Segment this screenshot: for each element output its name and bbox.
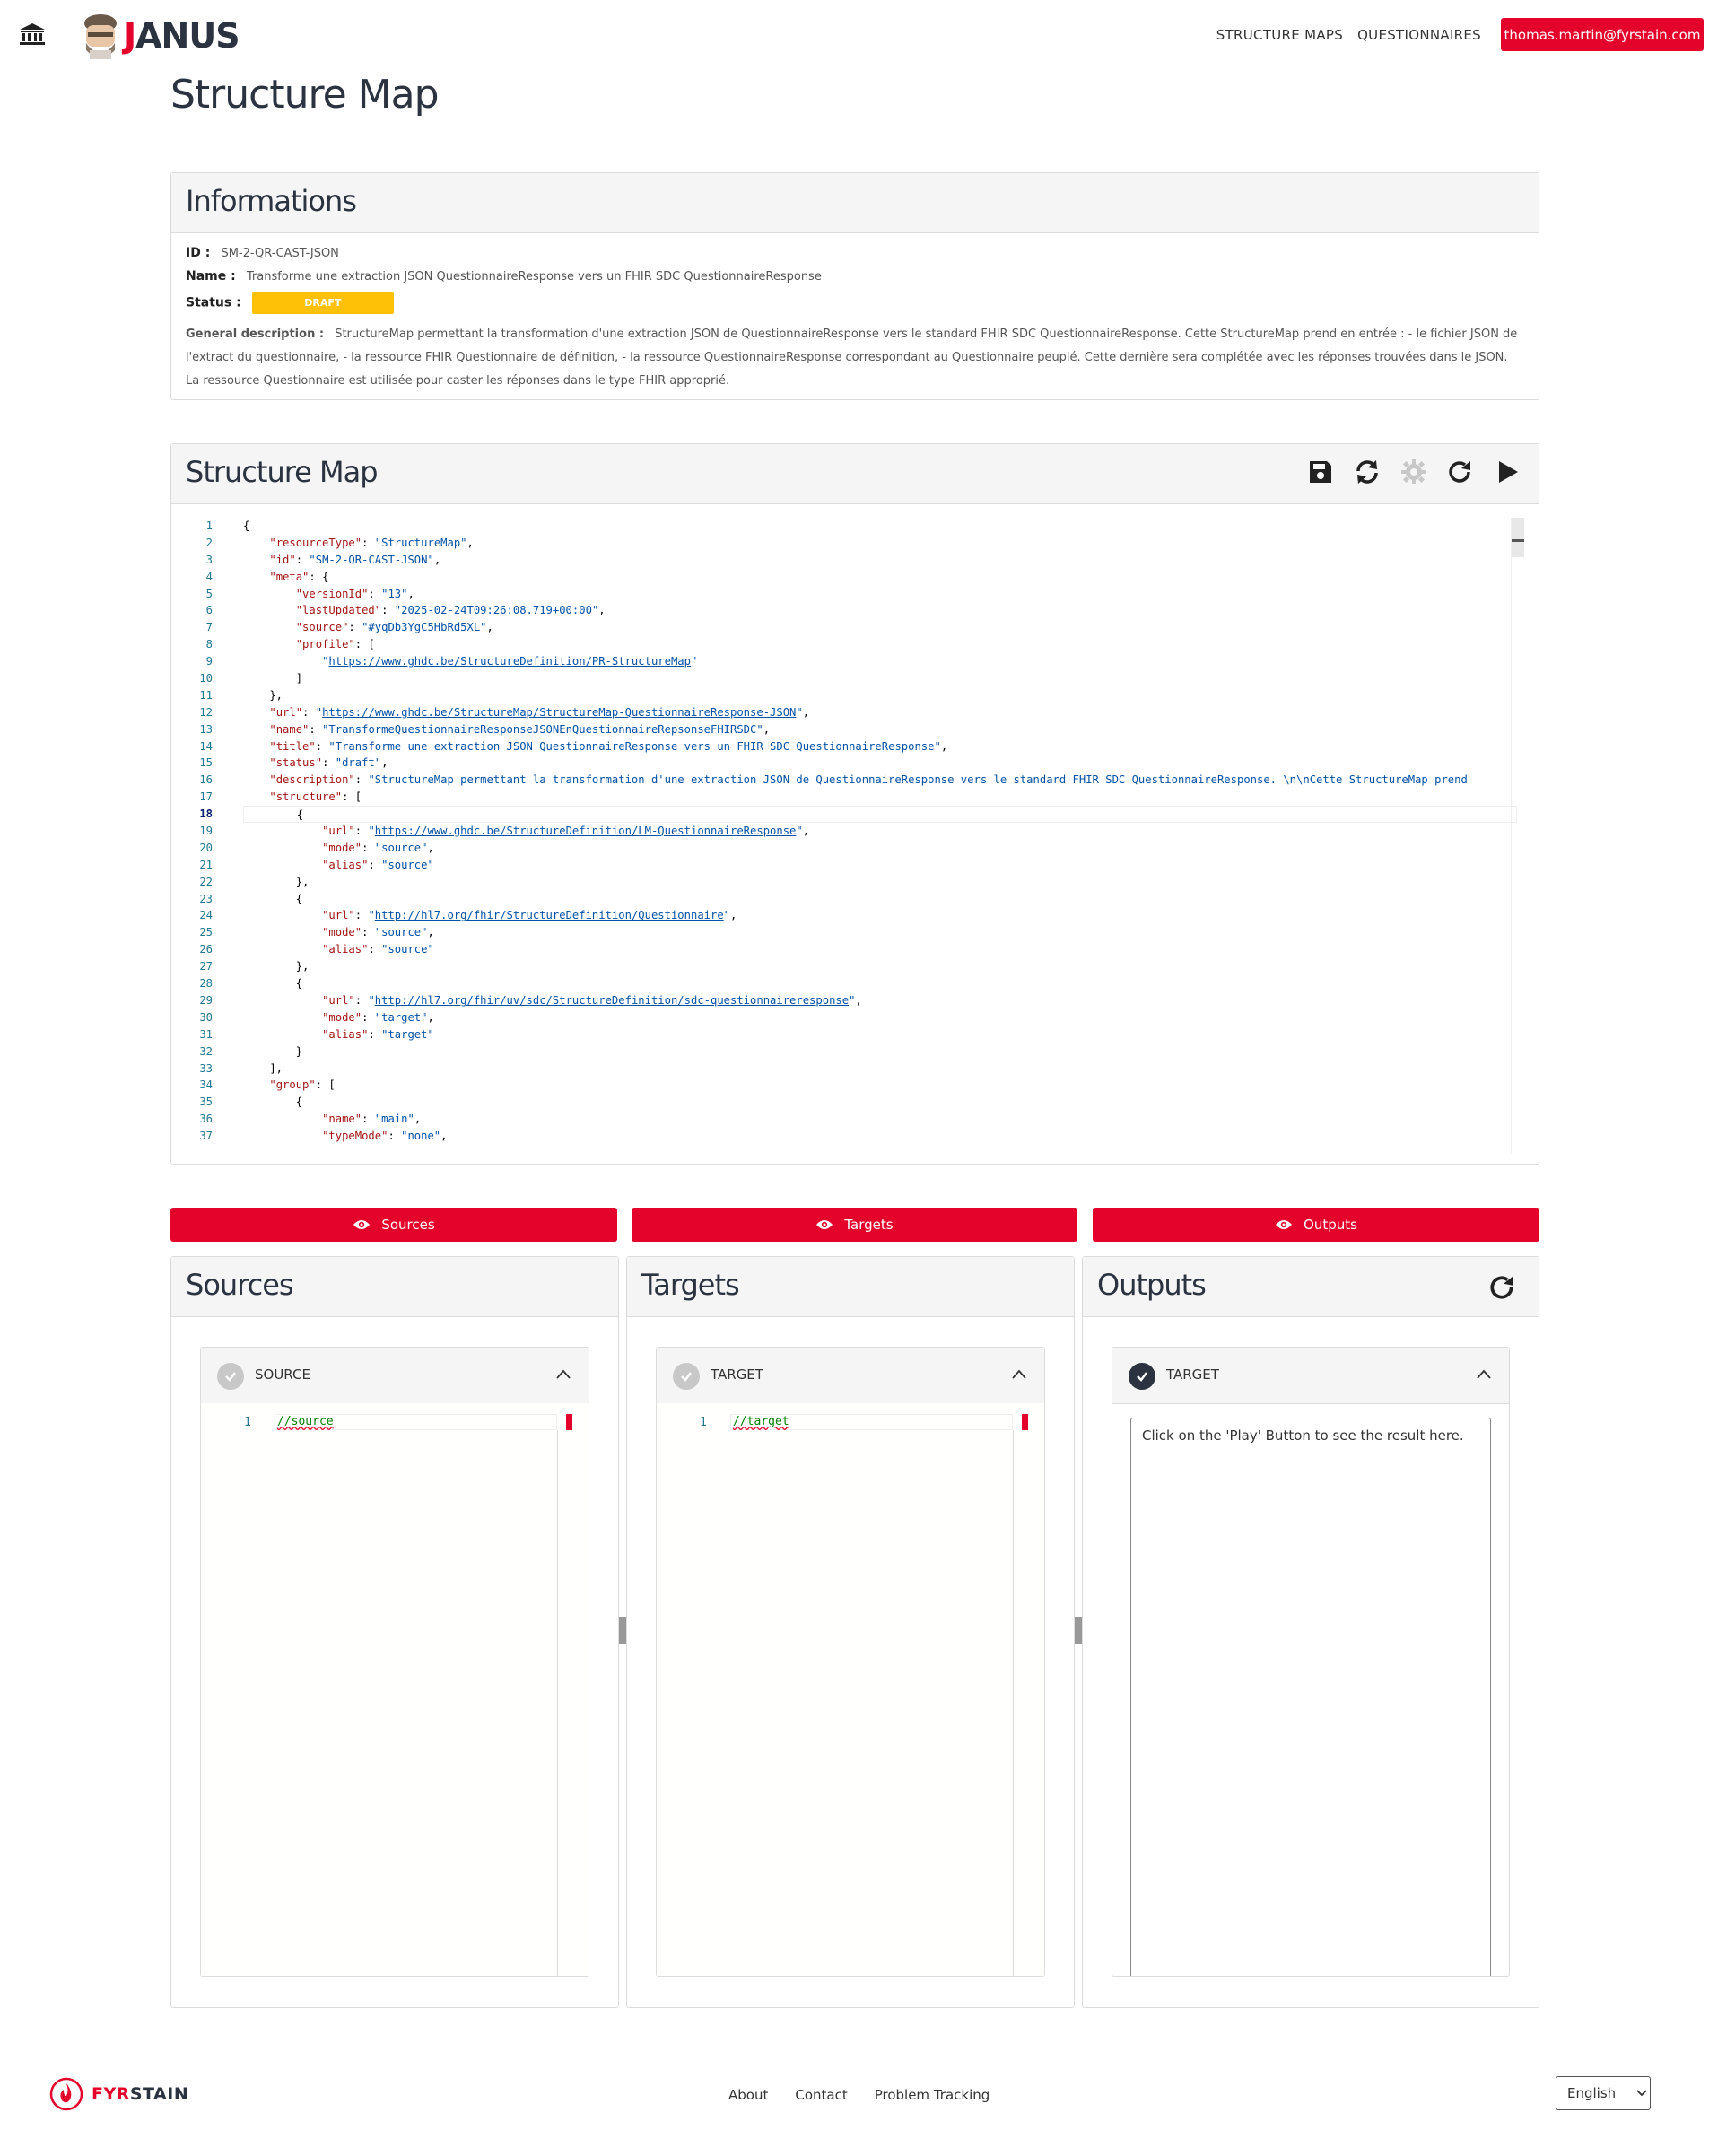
line-number: 4 xyxy=(205,570,213,583)
output-target-header[interactable] xyxy=(1112,1348,1509,1404)
status-badge: DRAFT xyxy=(252,292,394,314)
save-button[interactable] xyxy=(1305,457,1336,487)
sources-button-label: Sources xyxy=(381,1217,435,1233)
chevron-up-icon[interactable] xyxy=(1010,1366,1028,1384)
targets-button-label: Targets xyxy=(844,1217,894,1233)
id-value: SM-2-QR-CAST-JSON xyxy=(221,247,339,260)
editor-toolbar xyxy=(1305,457,1522,487)
code-line[interactable]: "group": [ xyxy=(269,1078,336,1092)
code-line[interactable]: "description": "StructureMap permettant la transformation d'une extraction JSON de QuestionnaireResponse vers le standard FHIR SDC QuestionnaireResponse. \n\nCette StructureMap prend xyxy=(269,773,1468,787)
code-line[interactable]: "typeMode": "none", xyxy=(322,1130,448,1143)
line-number: 1 xyxy=(205,519,213,532)
targets-panel xyxy=(626,1256,1075,2008)
line-number: 33 xyxy=(199,1061,213,1075)
target-section xyxy=(656,1347,1045,1977)
line-number: 3 xyxy=(205,553,213,566)
code-line[interactable]: "id": "SM-2-QR-CAST-JSON", xyxy=(269,553,441,566)
line-number: 22 xyxy=(199,875,213,888)
code-line[interactable]: "versionId": "13", xyxy=(295,587,414,600)
scrollbar-thumb[interactable] xyxy=(1512,518,1524,557)
play-button[interactable] xyxy=(1492,457,1522,487)
line-number: 13 xyxy=(199,722,213,736)
code-line[interactable]: "url": "http://hl7.org/fhir/uv/sdc/StructureDefinition/sdc-questionnaireresponse", xyxy=(322,993,862,1007)
source-section-label: SOURCE xyxy=(255,1366,310,1383)
structure-map-card xyxy=(170,443,1539,1165)
code-line[interactable]: "url": "https://www.ghdc.be/StructureMap/StructureMap-QuestionnaireResponse-JSON", xyxy=(269,705,810,719)
code-line[interactable]: "alias": "target" xyxy=(322,1027,434,1041)
code-line[interactable]: "resourceType": "StructureMap", xyxy=(269,536,474,549)
code-line[interactable]: "alias": "source" xyxy=(322,858,434,871)
output-target-section xyxy=(1112,1347,1510,1977)
line-number: 8 xyxy=(205,638,213,651)
line-number: 10 xyxy=(199,672,213,685)
footer-brand: FYRSTAIN xyxy=(92,2084,189,2104)
source-section xyxy=(200,1347,589,1977)
sources-panel-title: Sources xyxy=(186,1268,293,1302)
redo-icon xyxy=(1447,458,1474,485)
app-name: JANUS xyxy=(124,16,240,56)
code-line[interactable]: "mode": "target", xyxy=(322,1010,434,1024)
source-ruler xyxy=(557,1430,558,1976)
line-number: 25 xyxy=(199,926,213,939)
source-line-number: 1 xyxy=(244,1416,251,1429)
line-number: 18 xyxy=(199,807,213,821)
informations-body xyxy=(171,233,1539,406)
line-number: 14 xyxy=(199,739,213,753)
top-bar xyxy=(0,0,1709,72)
name-label: Name : xyxy=(186,269,236,284)
informations-card xyxy=(170,172,1539,400)
code-line[interactable]: { xyxy=(243,892,303,905)
line-number: 16 xyxy=(199,773,213,787)
structure-map-header xyxy=(171,444,1539,504)
outputs-button-label: Outputs xyxy=(1304,1217,1357,1233)
save-icon xyxy=(1307,458,1334,485)
line-number: 5 xyxy=(205,587,213,600)
language-value: English xyxy=(1567,2085,1617,2101)
code-line[interactable]: { xyxy=(243,806,1517,823)
institution-icon[interactable] xyxy=(18,20,47,48)
line-number: 11 xyxy=(199,688,213,702)
sync-icon xyxy=(1354,458,1381,485)
sources-targets-splitter[interactable] xyxy=(619,1617,626,1644)
code-line[interactable]: }, xyxy=(243,960,310,973)
status-label: Status : xyxy=(186,295,241,310)
line-number: 15 xyxy=(199,756,213,770)
app-logo[interactable] xyxy=(79,9,240,63)
footer-about-link[interactable]: About xyxy=(728,2087,769,2103)
description-row xyxy=(186,323,1524,393)
janus-face-icon xyxy=(79,11,122,61)
sync-button[interactable] xyxy=(1352,457,1382,487)
code-editor[interactable] xyxy=(171,518,1539,1153)
code-line[interactable]: }, xyxy=(243,875,310,888)
main-nav xyxy=(1216,27,1481,43)
targets-panel-title: Targets xyxy=(641,1268,739,1302)
reload-button[interactable] xyxy=(1445,457,1476,487)
line-number: 12 xyxy=(199,705,213,719)
line-number: 28 xyxy=(199,977,213,991)
source-editor[interactable] xyxy=(201,1403,589,1976)
code-line[interactable]: { xyxy=(243,519,250,532)
output-target-label: TARGET xyxy=(1166,1366,1219,1383)
line-number: 32 xyxy=(199,1044,213,1058)
code-line[interactable]: } xyxy=(243,1044,303,1058)
targets-outputs-splitter[interactable] xyxy=(1075,1617,1082,1644)
settings-button[interactable] xyxy=(1399,457,1429,487)
check-circle-icon xyxy=(673,1363,700,1390)
source-code-text: //source xyxy=(277,1415,334,1428)
line-number: 21 xyxy=(199,858,213,871)
code-line[interactable]: { xyxy=(243,977,303,991)
code-line[interactable]: "lastUpdated": "2025-02-24T09:26:08.719+00:00", xyxy=(295,604,606,617)
scrollbar-cursor-marker xyxy=(1512,539,1524,542)
line-number: 2 xyxy=(205,536,213,549)
code-line[interactable]: "mode": "source", xyxy=(322,926,434,939)
code-line[interactable]: "source": "#yqDb3YgC5HbRd5XL", xyxy=(295,621,493,634)
code-line[interactable]: "https://www.ghdc.be/StructureDefinition/PR-StructureMap" xyxy=(322,655,698,668)
footer-contact-link[interactable]: Contact xyxy=(795,2087,848,2103)
play-icon xyxy=(1494,458,1521,485)
eye-icon xyxy=(353,1218,371,1231)
output-result-box[interactable]: Click on the 'Play' Button to see the result here. xyxy=(1130,1418,1491,1976)
description-value: StructureMap permettant la transformation d'une extraction JSON de QuestionnaireResponse vers le standard FHIR SDC QuestionnaireResponse. Cette StructureMap prend en entrée : - le fichier JSON de l'extract du questionnaire, - la ressource FHIR Questionnaire de définition, - la ressource QuestionnaireResponse correspondant au Questionnaire peuplé. Cette dernière sera complétée avec les réponses trouvées dans le JSON. La ressource Questionnaire est utilisée pour caster les réponses dans le type FHIR approprié. xyxy=(186,327,1518,388)
status-row xyxy=(186,292,1524,314)
line-numbers xyxy=(171,518,225,1153)
source-section-header[interactable] xyxy=(201,1348,589,1404)
informations-header xyxy=(171,173,1539,233)
code-line[interactable]: "url": "http://hl7.org/fhir/StructureDefinition/Questionnaire", xyxy=(322,909,737,922)
line-number: 6 xyxy=(205,604,213,617)
name-row xyxy=(186,269,1524,284)
nav-structure-maps[interactable]: STRUCTURE MAPS xyxy=(1216,27,1344,43)
code-line[interactable]: "title": "Transforme une extraction JSON QuestionnaireResponse vers un FHIR SDC QuestionnaireResponse", xyxy=(269,739,948,753)
code-line[interactable]: "url": "https://www.ghdc.be/StructureDefinition/LM-QuestionnaireResponse", xyxy=(322,825,810,838)
id-row xyxy=(186,246,1524,260)
code-line[interactable]: "profile": [ xyxy=(295,638,375,651)
sources-panel-header xyxy=(171,1257,618,1317)
outputs-panel-header xyxy=(1083,1257,1539,1317)
line-number: 9 xyxy=(205,655,213,668)
target-code-line[interactable] xyxy=(730,1414,1013,1430)
toggle-outputs-button[interactable] xyxy=(1093,1208,1539,1242)
footer-logo[interactable] xyxy=(48,2076,188,2112)
line-number: 37 xyxy=(199,1130,213,1143)
flame-icon xyxy=(48,2076,84,2112)
code-line[interactable]: "name": "TransformeQuestionnaireResponseJSONEnQuestionnaireRepsonseFHIRSDC", xyxy=(269,722,771,736)
code-line[interactable]: "meta": { xyxy=(269,570,329,583)
target-ruler xyxy=(1013,1430,1014,1976)
name-value: Transforme une extraction JSON QuestionnaireResponse vers un FHIR SDC QuestionnaireResponse xyxy=(246,270,822,284)
code-line[interactable]: }, xyxy=(243,688,283,702)
footer-links xyxy=(728,2087,990,2103)
line-number: 36 xyxy=(199,1113,213,1126)
code-line[interactable]: "mode": "source", xyxy=(322,841,434,854)
code-line[interactable]: "alias": "source" xyxy=(322,943,434,956)
line-number: 30 xyxy=(199,1010,213,1024)
editor-scrollbar[interactable] xyxy=(1511,518,1524,1153)
code-line[interactable]: "status": "draft", xyxy=(269,756,388,770)
user-menu-button[interactable]: thomas.martin@fyrstain.com xyxy=(1501,18,1704,51)
eye-icon xyxy=(815,1218,833,1231)
line-number: 29 xyxy=(199,993,213,1007)
gear-icon xyxy=(1400,458,1427,485)
check-circle-icon xyxy=(217,1363,244,1390)
line-number: 27 xyxy=(199,960,213,973)
refresh-icon[interactable] xyxy=(1488,1273,1517,1302)
code-line[interactable]: "name": "main", xyxy=(322,1113,422,1126)
line-number: 20 xyxy=(199,841,213,854)
toggle-targets-button[interactable] xyxy=(632,1208,1077,1242)
line-number: 24 xyxy=(199,909,213,922)
code-content[interactable] xyxy=(243,518,1517,1153)
language-select[interactable] xyxy=(1556,2076,1651,2110)
line-number: 7 xyxy=(205,621,213,634)
target-section-header[interactable] xyxy=(657,1348,1044,1404)
targets-panel-header xyxy=(627,1257,1074,1317)
page-title: Structure Map xyxy=(170,72,439,118)
check-circle-icon xyxy=(1129,1363,1155,1390)
description-label: General description : xyxy=(186,327,325,341)
code-line[interactable]: ], xyxy=(243,1061,283,1075)
target-line-number: 1 xyxy=(700,1416,707,1429)
outputs-panel xyxy=(1082,1256,1539,2008)
chevron-down-icon xyxy=(1635,2089,1648,2098)
code-line[interactable]: ] xyxy=(243,672,303,685)
line-number: 19 xyxy=(199,825,213,838)
footer-problem-tracking-link[interactable]: Problem Tracking xyxy=(874,2087,990,2103)
structure-map-title: Structure Map xyxy=(186,455,378,489)
target-code-text: //target xyxy=(733,1415,789,1428)
source-error-marker xyxy=(566,1414,572,1430)
line-number: 23 xyxy=(199,892,213,905)
line-number: 34 xyxy=(199,1078,213,1092)
nav-questionnaires[interactable]: QUESTIONNAIRES xyxy=(1357,27,1481,43)
informations-title: Informations xyxy=(186,184,356,218)
chevron-up-icon[interactable] xyxy=(1475,1366,1493,1384)
toggle-sources-button[interactable] xyxy=(170,1208,617,1242)
target-editor[interactable] xyxy=(657,1403,1044,1976)
source-code-line[interactable] xyxy=(275,1414,557,1430)
sources-panel xyxy=(170,1256,619,2008)
target-error-marker xyxy=(1022,1414,1028,1430)
code-line[interactable]: { xyxy=(243,1095,303,1109)
chevron-up-icon[interactable] xyxy=(554,1366,572,1384)
line-number: 26 xyxy=(199,943,213,956)
line-number: 17 xyxy=(199,790,213,804)
outputs-panel-title: Outputs xyxy=(1097,1268,1206,1302)
line-number: 35 xyxy=(199,1095,213,1109)
line-number: 31 xyxy=(199,1027,213,1041)
target-section-label: TARGET xyxy=(711,1366,763,1383)
id-label: ID : xyxy=(186,246,211,260)
code-line[interactable]: "structure": [ xyxy=(269,790,362,804)
eye-icon xyxy=(1275,1218,1293,1231)
